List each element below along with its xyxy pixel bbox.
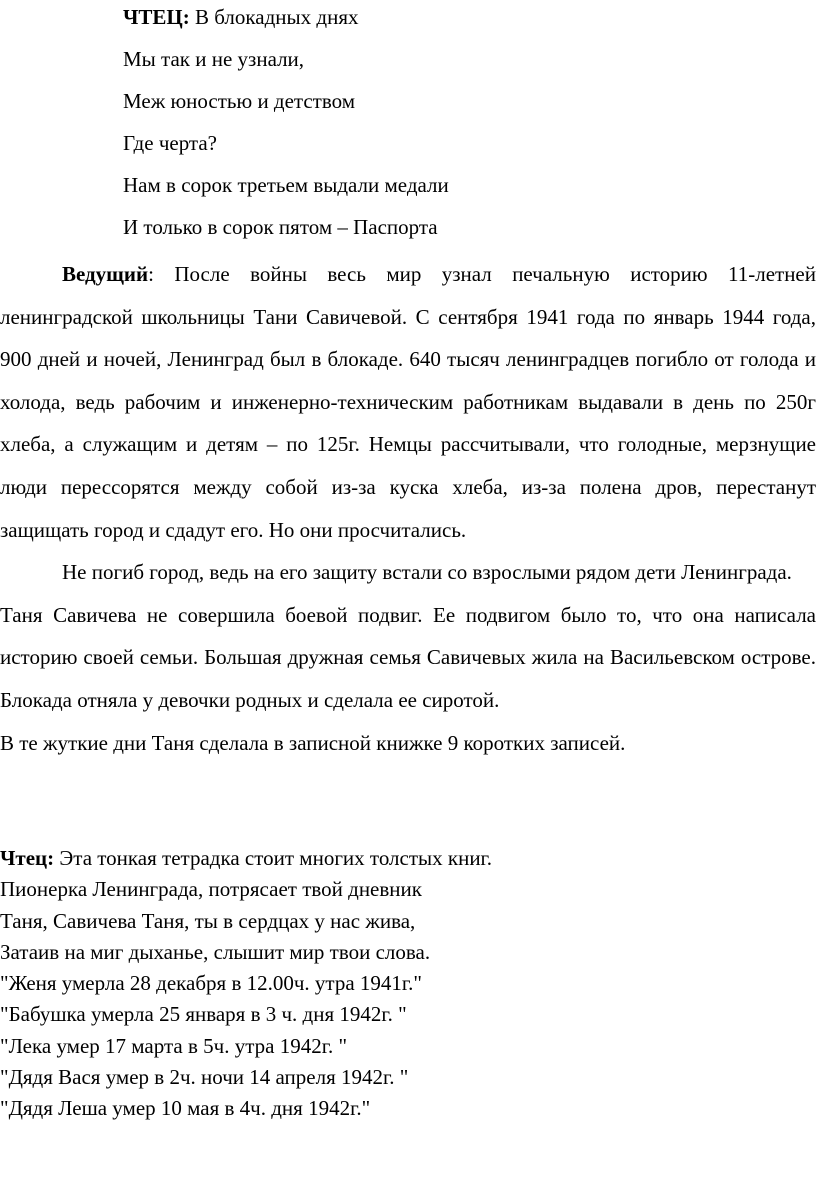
- poem-line: Меж юностью и детством: [123, 89, 356, 113]
- poem-line-text: В блокадных днях: [195, 5, 359, 29]
- poem-line: Нам в сорок третьем выдали медали: [123, 173, 449, 197]
- poem-line: И только в сорок пятом – Паспорта: [123, 215, 438, 239]
- host-colon: :: [148, 262, 154, 286]
- reader-poem-2: [0, 843, 816, 1125]
- poem-line: Пионерка Ленинграда, потрясает твой дневник: [0, 877, 422, 902]
- diary-entry: "Дядя Леша умер 10 мая в 4ч. дня 1942г.": [0, 1096, 371, 1121]
- poem-line: [123, 3, 783, 45]
- diary-entry: "Лека умер 17 марта в 5ч. утра 1942г. ": [0, 1033, 348, 1058]
- speaker-label: Чтец:: [0, 846, 55, 870]
- paragraph: Таня Савичева не совершила боевой подвиг. Ее подвигом было то, что она написала историю своей семьи. Большая дружная семья Савичевых жила на Васильевском острове. Блокада отняла у девочки родных и сделала ее сиротой.: [0, 602, 816, 712]
- paragraph: Не погиб город, ведь на его защиту встали со взрослыми рядом дети Ленинграда.: [62, 560, 792, 585]
- diary-entry: "Женя умерла 28 декабря в 12.00ч. утра 1941г.": [0, 971, 422, 996]
- diary-entry: "Бабушка умерла 25 января в 3 ч. дня 1942г. ": [0, 1002, 407, 1027]
- host-speaker-label: Ведущий: [62, 262, 149, 286]
- poem-line: Таня, Савичева Таня, ты в сердцах у нас жива,: [0, 908, 416, 933]
- paragraph: В те жуткие дни Таня сделала в записной книжке 9 коротких записей.: [0, 730, 626, 755]
- diary-entry: "Дядя Вася умер в 2ч. ночи 14 апреля 1942г. ": [0, 1065, 409, 1090]
- poem-line: Затаив на миг дыханье, слышит мир твои слова.: [0, 939, 431, 964]
- host-text: После войны весь мир узнал печальную историю 11-летней ленинградской школьницы Тани Савичевой. С сентября 1941 года по январь 1944 года, 900 дней и ночей, Ленинград был в блокаде. 640 тысяч ленинградцев погибло от голода и холода, ведь рабочим и инженерно-техническим работникам выдавали в день по 250г хлеба, а служащим и детям – по 125г. Немцы рассчитывали, что голодные, мерзнущие люди перессорятся между собой из-за куска хлеба, из-за полена дров, перестанут защищать город и сдадут его. Но они просчитались.: [0, 262, 816, 542]
- host-paragraph: [0, 253, 816, 551]
- prose-section: [0, 253, 816, 764]
- speaker-label: ЧТЕЦ:: [123, 5, 190, 29]
- poem-line: [0, 843, 816, 874]
- poem-line: Мы так и не узнали,: [123, 47, 305, 71]
- reader-poem: [123, 3, 783, 255]
- poem-line: Где черта?: [123, 131, 217, 155]
- poem-line-text: Эта тонкая тетрадка стоит многих толстых книг.: [54, 846, 493, 870]
